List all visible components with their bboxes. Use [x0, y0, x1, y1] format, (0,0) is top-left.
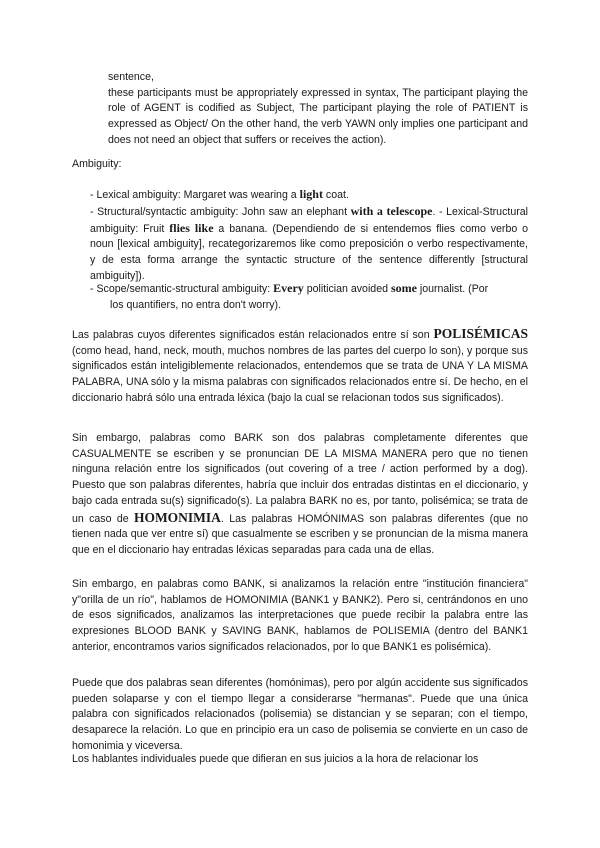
- ambiguity-heading: Ambiguity:: [72, 158, 122, 170]
- speakers-paragraph: Los hablantes individuales puede que difieran en sus juicios a la hora de relacionar los: [72, 753, 479, 765]
- polysemy-paragraph: Las palabras cuyos diferentes significados están relacionados entre sí son POLISÉMICAS (como head, hand, neck, mouth, muchos nombres de las partes del cuerpo lo son), y porque sus significados están inteligiblemente relacionados, entendemos que se trata de UNA Y LA MISMA PALABRA, UNA sólo y la misma palabras con significados relacionados entre sí. De hecho, en el diccionario habrá sólo una entrada léxica (bajo la cual se relacionan todos sus significados).: [72, 326, 528, 404]
- homonimia-term: HOMONIMIA: [133, 509, 221, 525]
- polisemicas-term: POLISÉMICAS: [433, 326, 528, 341]
- scope-ambiguity-item: - Scope/semantic-structural ambiguity: Every politician avoided some journalist. (Por los quantifiers, no entra don't worry).: [90, 281, 528, 313]
- scope-example-every: Every: [273, 281, 304, 295]
- lexical-example-bold: light: [299, 187, 323, 201]
- lexical-structural-example-bold: flies like: [169, 220, 214, 235]
- scope-note: los quantifiers, no entra don't worry).: [110, 298, 282, 311]
- lexical-ambiguity-item: - Lexical ambiguity: Margaret was wearing a light coat.: [90, 187, 349, 201]
- scope-example-some: some: [390, 281, 417, 295]
- bank-paragraph: Sin embargo, en palabras como BANK, si analizamos la relación entre "institución financiera" y"orilla de un río", hablamos de HOMONIMIA (BANK1 y BANK2). Pero si, centrándonos en uno de esos significados, analizamos las interpretaciones que puede recibir la palabra entre las expresiones BLOOD BANK y SAVING BANK, hablamos de POLISEMIA (dentro del BANK1 anterior, encontramos varios significados relacionados, por lo que BANK1 es polisémica).: [72, 578, 528, 653]
- intro-paragraph: these participants must be appropriately expressed in syntax, The participant playing the role of AGENT is codified as Subject, The participant playing the role of PATIENT is expressed as Object/ On the other hand, the verb YAWN only implies one participant and does not need an object that suffers or receives the action).: [108, 86, 528, 146]
- change-over-time-paragraph: Puede que dos palabras sean diferentes (homónimas), pero por algún accidente sus significados pueden solaparse y con el tiempo llegar a considerarse "hermanas". Puede que una única palabra con significados relacionados (polisemia) se distancian y se separan; con el tiempo, desaparece la relación. Lo que en principio era un caso de polisemia se convierte en un caso de homonimia y viceversa.: [72, 677, 528, 752]
- structural-example-bold: with a telescope: [350, 204, 433, 218]
- intro-block: [108, 70, 528, 149]
- homonymy-paragraph: Sin embargo, palabras como BARK son dos palabras completamente diferentes que CASUALMENTE se escriben y se pronuncian DE LA MISMA MANERA pero que no tienen ninguna relación entre los significados (out covering of a tree / action performed by a dog). Puesto que son palabras diferentes, habría que incluir dos entradas distintas en el diccionario, y bajo cada entrada su(s) significado(s). La palabra BARK no es, por tanto, polisémica; se trata de un caso de HOMONIMIA. Las palabras HOMÓNIMAS son palabras diferentes (que no tienen nada que ver entre sí) que casualmente se escriben y se pronuncian de la misma manera que en el diccionario hay entradas léxicas separadas para cada una de ellas.: [72, 432, 528, 556]
- intro-sentence: sentence,: [108, 71, 154, 83]
- structural-ambiguity-item: - Structural/syntactic ambiguity: John saw an elephant with a telescope. - Lexical-Structural ambiguity: Fruit flies like a banana. (Dependiendo de si entendemos flies como verbo o noun [lexical ambiguity], recategorizaremos like como preposición o verbo respectivamente, y de esta forma arrange the syntactic structure of the sentence differently [structural ambiguity]).: [90, 204, 529, 282]
